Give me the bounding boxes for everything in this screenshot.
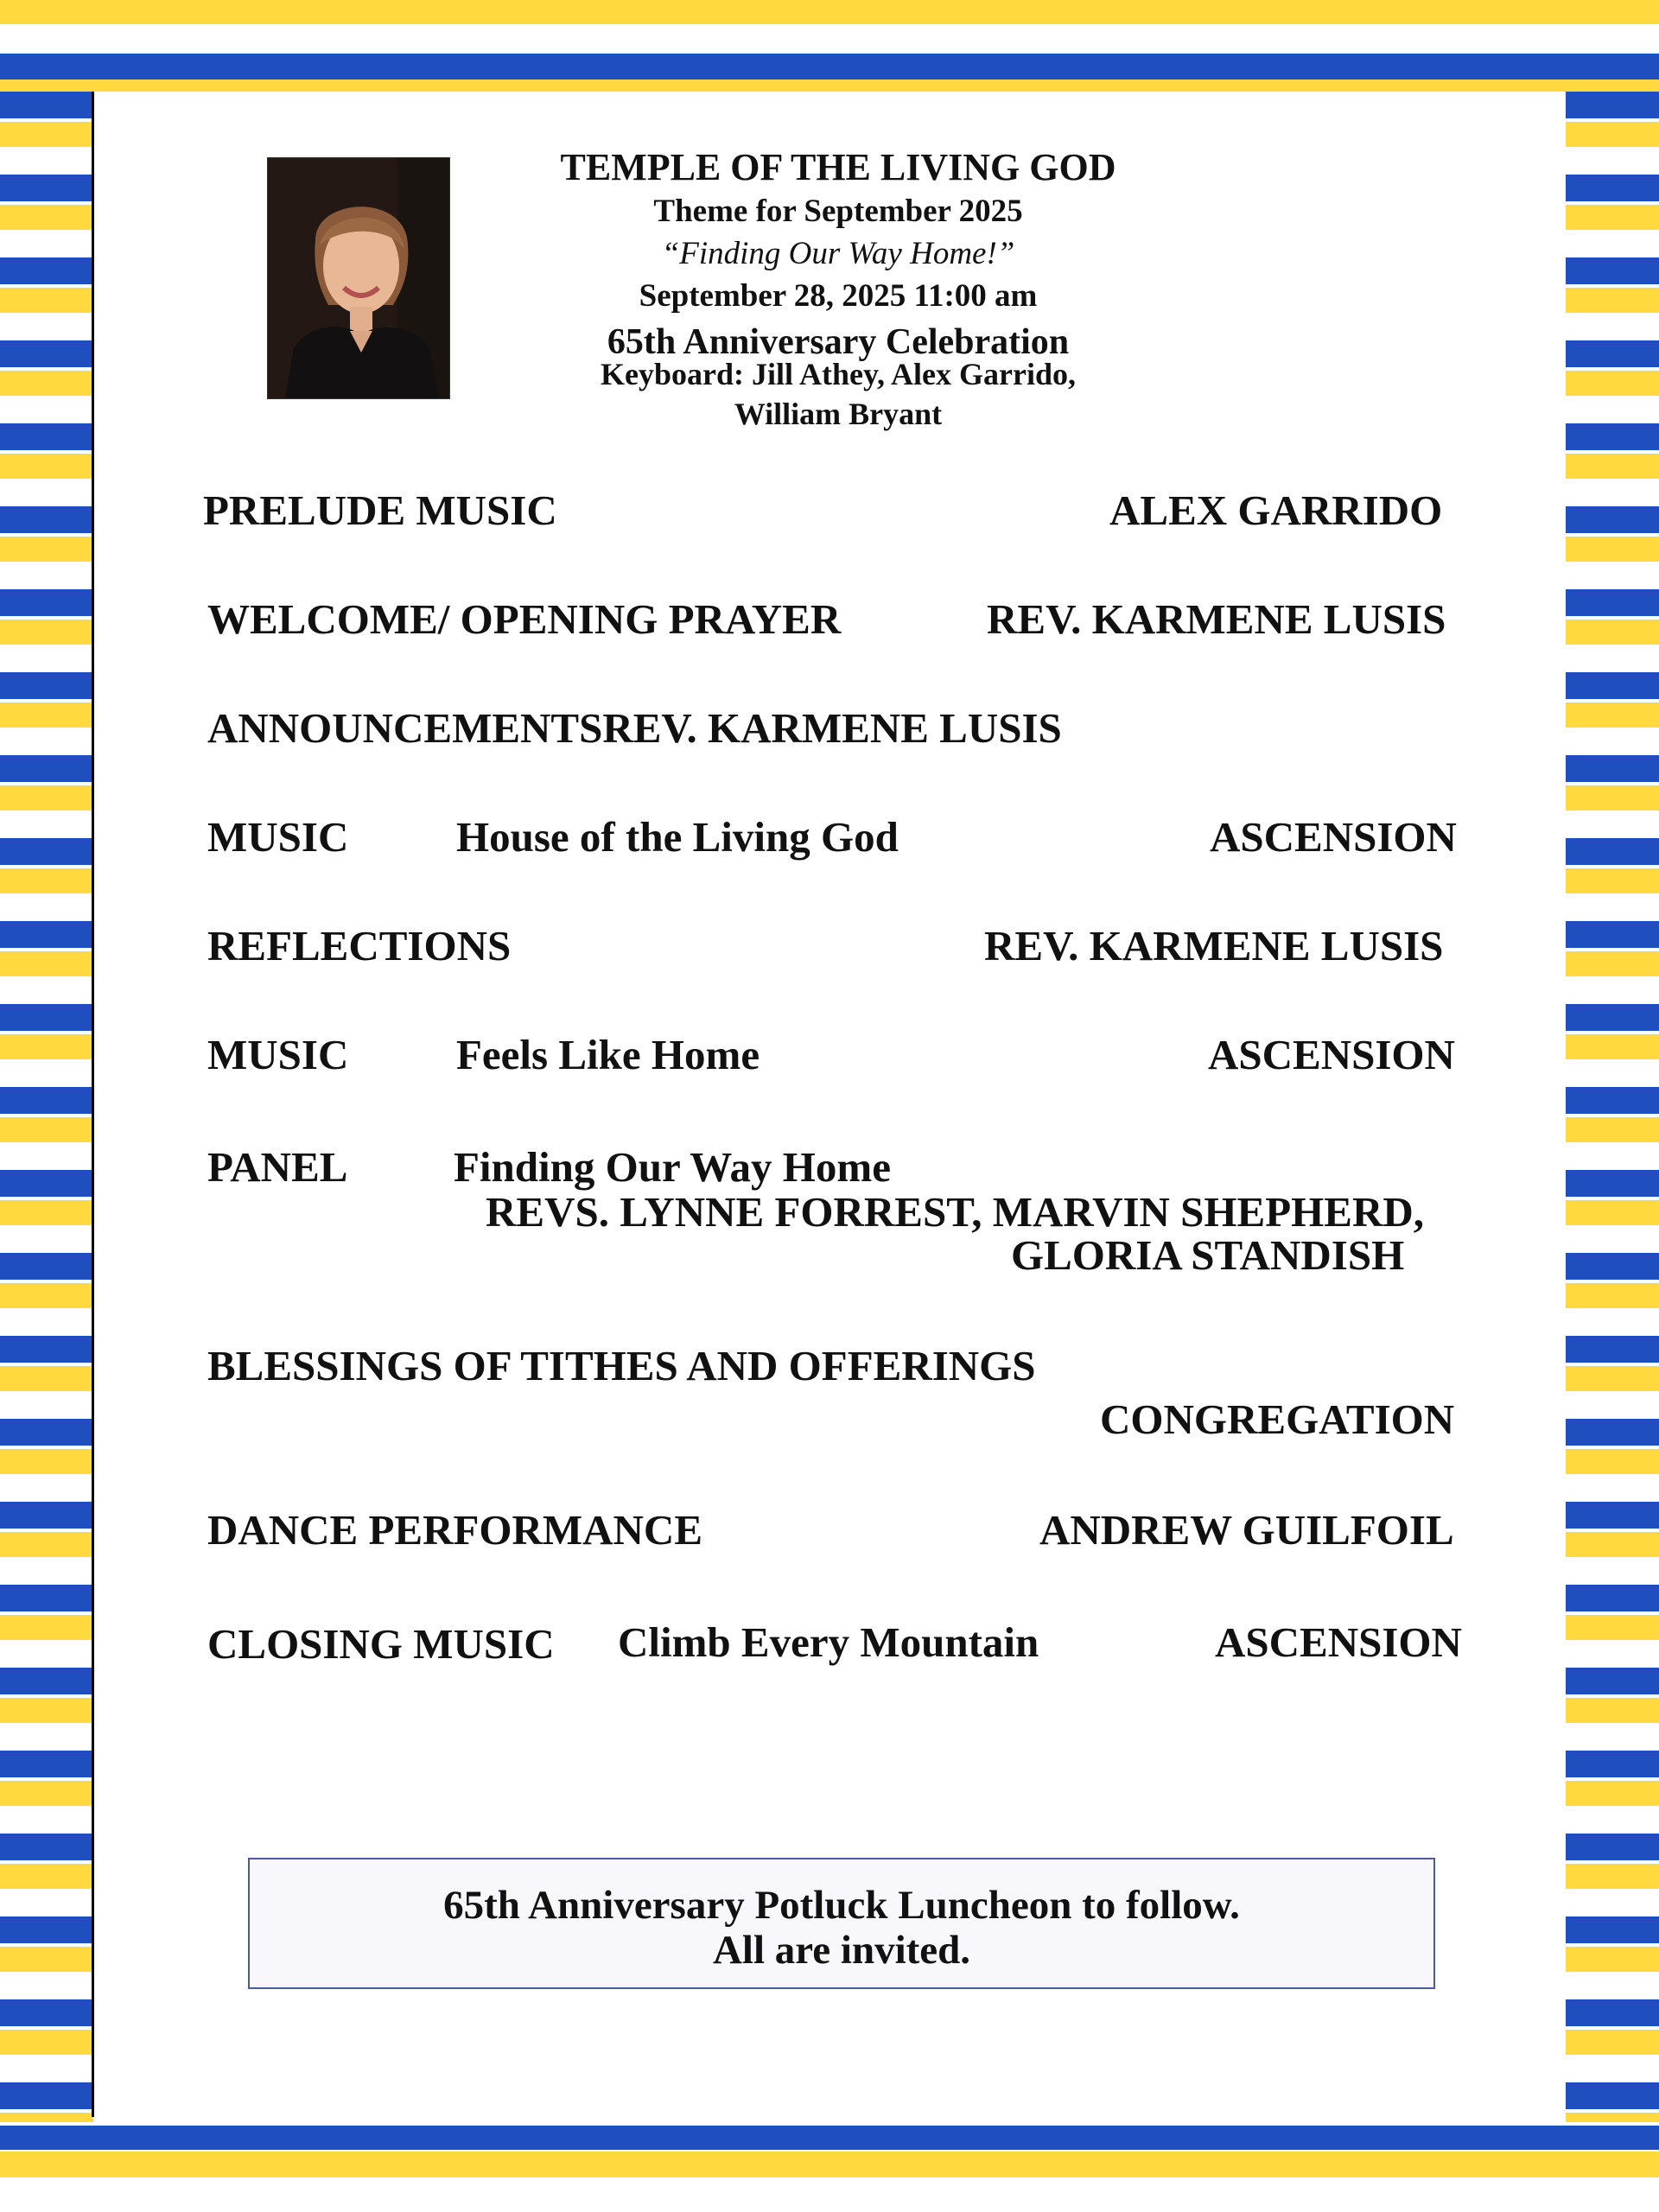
bottom-stripe-border — [0, 2122, 1659, 2212]
reflections-leader: REV. KARMENE LUSIS — [984, 922, 1444, 969]
keyboard-credits-line1: Keyboard: Jill Athey, Alex Garrido, — [601, 357, 1076, 391]
music1-title: House of the Living God — [456, 813, 899, 861]
theme-line: Theme for September 2025 — [653, 194, 1023, 229]
theme-quote: “Finding Our Way Home!” — [661, 236, 1015, 271]
blessings-label: BLESSINGS OF TITHES AND OFFERINGS — [207, 1342, 1036, 1389]
top-stripe-border — [0, 0, 1659, 92]
left-rule — [92, 92, 94, 2117]
left-stripe-border — [0, 92, 93, 2122]
music1-performer: ASCENSION — [1210, 813, 1457, 861]
right-stripe-border — [1566, 92, 1659, 2122]
music1-label: MUSIC — [207, 813, 349, 861]
music2-label: MUSIC — [207, 1031, 349, 1078]
prelude-label: PRELUDE MUSIC — [203, 486, 557, 534]
closing-title: Climb Every Mountain — [618, 1618, 1039, 1666]
reflections-label: REFLECTIONS — [207, 922, 512, 969]
luncheon-notice-box — [248, 1858, 1435, 1989]
welcome-label: WELCOME/ OPENING PRAYER — [207, 595, 842, 643]
music2-title: Feels Like Home — [456, 1031, 760, 1078]
notice-line2: All are invited. — [712, 1927, 971, 1973]
blessings-by: CONGREGATION — [1100, 1395, 1455, 1443]
keyboard-credits-line2: William Bryant — [734, 397, 943, 431]
dance-performer: ANDREW GUILFOIL — [1039, 1506, 1454, 1554]
service-date-time: September 28, 2025 11:00 am — [639, 278, 1038, 314]
prelude-performer: ALEX GARRIDO — [1109, 486, 1443, 534]
portrait-photo — [267, 157, 450, 399]
panel-speakers-line2: GLORIA STANDISH — [1011, 1231, 1405, 1279]
panel-label: PANEL — [207, 1143, 348, 1191]
music2-performer: ASCENSION — [1208, 1031, 1455, 1078]
welcome-leader: REV. KARMENE LUSIS — [987, 595, 1446, 643]
closing-performer: ASCENSION — [1215, 1618, 1462, 1666]
church-name: TEMPLE OF THE LIVING GOD — [560, 146, 1116, 188]
panel-speakers-line1: REVS. LYNNE FORREST, MARVIN SHEPHERD, — [486, 1188, 1424, 1236]
closing-label: CLOSING MUSIC — [207, 1620, 555, 1668]
occasion-title: 65th Anniversary Celebration — [607, 322, 1070, 362]
dance-label: DANCE PERFORMANCE — [207, 1506, 702, 1554]
announcements-label: ANNOUNCEMENTSREV. KARMENE LUSIS — [207, 704, 1062, 752]
bulletin-header — [484, 146, 1192, 438]
notice-line1: 65th Anniversary Potluck Luncheon to follow. — [443, 1883, 1240, 1928]
panel-title: Finding Our Way Home — [454, 1143, 891, 1191]
